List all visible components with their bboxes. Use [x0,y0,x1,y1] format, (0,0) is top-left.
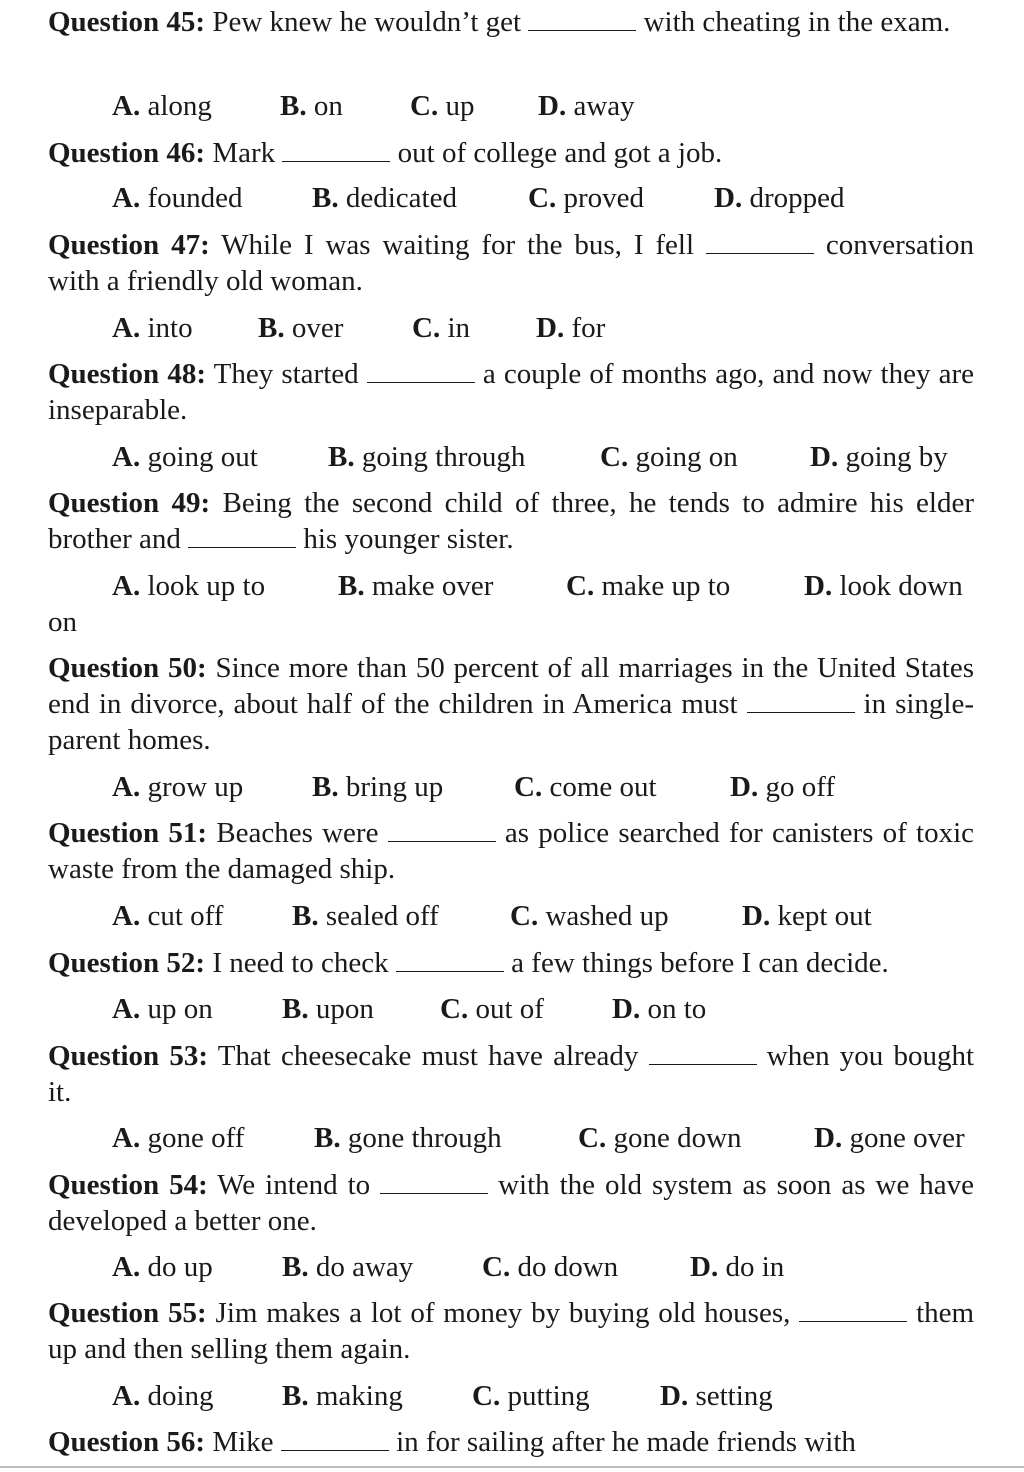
question-52 [48,945,974,981]
option-text: come out [549,771,657,803]
option-text: dropped [749,182,845,214]
option-letter: C. [440,993,469,1025]
option-letter: D. [660,1380,689,1412]
option-d[interactable] [804,568,963,604]
question-text-after: as police searched for canisters of toxic waste from the damaged ship. [48,817,975,885]
option-text: going out [147,441,258,473]
question-label: Question 54: [48,1169,208,1201]
option-text: going on [635,441,738,473]
option-text: go off [765,771,835,803]
question-48 [48,356,974,428]
option-c[interactable] [440,991,544,1027]
option-letter: C. [600,441,629,473]
option-text: dedicated [345,182,457,214]
option-text: gone off [147,1122,245,1154]
option-letter: D. [690,1251,719,1283]
question-46 [48,135,974,171]
option-text: on [313,90,343,122]
option-letter: B. [292,900,319,932]
question-text-before: Beaches were [216,817,379,849]
option-text: founded [147,182,243,214]
option-text: for [571,312,606,344]
question-label: Question 56: [48,1426,206,1458]
question-label: Question 52: [48,947,206,979]
option-letter: A. [112,900,141,932]
option-a[interactable] [112,88,212,124]
option-letter: C. [578,1122,607,1154]
option-d[interactable] [814,1120,965,1156]
question-label: Question 47: [48,229,210,261]
option-b[interactable] [312,769,443,805]
option-text: grow up [147,771,244,803]
option-letter: C. [412,312,441,344]
question-text-before: Mike [212,1426,274,1458]
option-letter: B. [282,1251,309,1283]
option-text: putting [507,1380,590,1412]
option-letter: B. [312,182,339,214]
question-55 [48,1295,974,1367]
option-a[interactable] [112,991,213,1027]
question-label: Question 48: [48,358,206,390]
option-d-continuation: on [48,606,77,638]
question-text-before: I need to check [212,947,389,979]
option-b[interactable] [312,180,457,216]
option-text: cut off [147,900,224,932]
question-text-after: them up and then selling them again. [48,1297,975,1365]
option-c[interactable] [410,88,474,124]
option-letter: B. [314,1122,341,1154]
option-b[interactable] [328,439,525,475]
option-text: washed up [545,900,669,932]
option-d[interactable] [810,439,948,475]
question-text-after: a couple of months ago, and now they are inseparable. [48,358,975,426]
option-text: upon [315,993,374,1025]
option-c[interactable] [600,439,738,475]
question-text-after: with the old system as soon as we have developed a better one. [48,1169,975,1237]
option-b[interactable] [292,898,439,934]
option-text: proved [563,182,644,214]
option-a[interactable] [112,439,258,475]
option-c[interactable] [412,310,470,346]
answer-blank [282,139,390,162]
option-b[interactable] [338,568,493,604]
question-53 [48,1038,974,1110]
question-label: Question 45: [48,6,206,38]
question-text-before: Since more than 50 percent of all marriages in the United States end in divorce, about half of the children in America must [48,652,975,720]
option-d[interactable] [714,180,844,216]
option-b[interactable] [282,1249,413,1285]
question-51 [48,815,974,887]
option-text: make up to [601,570,731,602]
question-label: Question 46: [48,137,206,169]
option-text: on to [647,993,707,1025]
option-d[interactable] [612,991,706,1027]
option-b[interactable] [282,1378,403,1414]
option-letter: D. [730,771,759,803]
option-letter: C. [472,1380,501,1412]
page-bottom-edge [0,1466,1024,1468]
question-text-after: his younger sister. [303,523,514,555]
option-text: do away [315,1251,414,1283]
option-letter: B. [328,441,355,473]
option-letter: A. [112,1251,141,1283]
option-letter: C. [528,182,557,214]
question-45 [48,4,974,40]
answer-blank [706,231,814,254]
option-letter: D. [714,182,743,214]
option-letter: A. [112,1380,141,1412]
option-letter: C. [410,90,439,122]
option-text: up [445,90,475,122]
option-text: going through [361,441,526,473]
option-c[interactable] [510,898,669,934]
option-text: doing [147,1380,214,1412]
option-letter: C. [510,900,539,932]
option-letter: B. [282,993,309,1025]
answer-blank [367,360,475,383]
answer-blank [380,1171,488,1194]
option-letter: A. [112,570,141,602]
option-letter: C. [514,771,543,803]
option-letter: D. [810,441,839,473]
question-label: Question 50: [48,652,207,684]
option-text: do in [725,1251,785,1283]
option-d[interactable] [536,310,605,346]
option-c[interactable] [472,1378,590,1414]
option-letter: D. [742,900,771,932]
question-label: Question 51: [48,817,208,849]
option-a[interactable] [112,898,223,934]
option-text: out of [475,993,544,1025]
answer-blank [281,1428,389,1451]
option-letter: A. [112,1122,141,1154]
option-text: do up [147,1251,213,1283]
option-d[interactable] [690,1249,784,1285]
option-text: up on [147,993,213,1025]
option-d[interactable] [742,898,872,934]
option-a[interactable] [112,310,193,346]
question-text-after: with cheating in the exam. [643,6,951,38]
option-text: setting [695,1380,773,1412]
option-d[interactable] [660,1378,773,1414]
option-a[interactable] [112,180,242,216]
option-a[interactable] [112,1378,214,1414]
option-c[interactable] [566,568,730,604]
option-text: look down [839,570,963,602]
option-text: over [291,312,344,344]
option-letter: B. [312,771,339,803]
option-letter: A. [112,90,141,122]
option-d[interactable] [538,88,635,124]
question-50 [48,650,974,758]
option-letter: C. [482,1251,511,1283]
option-a[interactable] [112,568,265,604]
question-text-after: conversation with a friendly old woman. [48,229,975,297]
option-letter: D. [536,312,565,344]
option-text: making [315,1380,403,1412]
option-text: away [573,90,635,122]
option-text: bring up [345,771,444,803]
option-letter: D. [814,1122,843,1154]
option-text: sealed off [325,900,439,932]
question-text-before: Being the second child of three, he tends to admire his elder brother and [48,487,975,555]
answer-blank [528,8,636,31]
question-56 [48,1424,974,1460]
question-text-before: Pew knew he wouldn’t get [212,6,522,38]
question-label: Question 49: [48,487,211,519]
option-letter: D. [538,90,567,122]
option-text: in [447,312,471,344]
question-text-after: a few things before I can decide. [511,947,889,979]
question-text-after: in for sailing after he made friends with [396,1426,856,1458]
question-text-after: out of college and got a job. [397,137,723,169]
question-54 [48,1167,974,1239]
answer-blank [188,525,296,548]
option-c[interactable] [578,1120,742,1156]
option-text: into [147,312,193,344]
question-text-before: They started [213,358,359,390]
option-letter: A. [112,771,141,803]
option-b[interactable] [258,310,343,346]
option-text: gone down [613,1122,742,1154]
question-text-after: in single-parent homes. [48,688,974,756]
option-a[interactable] [112,769,243,805]
question-49 [48,485,974,557]
option-letter: A. [112,182,141,214]
option-text: along [147,90,212,122]
question-label: Question 55: [48,1297,207,1329]
option-letter: B. [282,1380,309,1412]
option-letter: B. [258,312,285,344]
option-letter: A. [112,993,141,1025]
option-letter: D. [612,993,641,1025]
question-text-before: While I was waiting for the bus, I fell [221,229,695,261]
question-text-before: We intend to [217,1169,371,1201]
option-letter: B. [280,90,307,122]
option-c[interactable] [482,1249,618,1285]
option-c[interactable] [528,180,644,216]
option-b[interactable] [314,1120,502,1156]
option-text: gone through [347,1122,502,1154]
answer-blank [396,949,504,972]
answer-blank [649,1042,757,1065]
option-c[interactable] [514,769,657,805]
answer-blank [799,1299,907,1322]
option-text: make over [371,570,494,602]
option-letter: C. [566,570,595,602]
option-text: kept out [777,900,872,932]
option-text: do down [517,1251,619,1283]
option-letter: A. [112,441,141,473]
answer-blank [388,819,496,842]
option-letter: B. [338,570,365,602]
option-a[interactable] [112,1249,213,1285]
option-text: going by [845,441,948,473]
question-label: Question 53: [48,1040,209,1072]
option-d[interactable] [730,769,835,805]
question-text-before: That cheesecake must have already [217,1040,639,1072]
option-letter: D. [804,570,833,602]
option-text: look up to [147,570,266,602]
option-text: gone over [849,1122,965,1154]
option-b[interactable] [282,991,374,1027]
question-47 [48,227,974,299]
option-letter: A. [112,312,141,344]
question-text-before: Jim makes a lot of money by buying old houses, [215,1297,791,1329]
option-b[interactable] [280,88,343,124]
answer-blank [747,690,855,713]
option-a[interactable] [112,1120,244,1156]
question-text-before: Mark [212,137,276,169]
question-text-after: when you bought it. [48,1040,975,1108]
